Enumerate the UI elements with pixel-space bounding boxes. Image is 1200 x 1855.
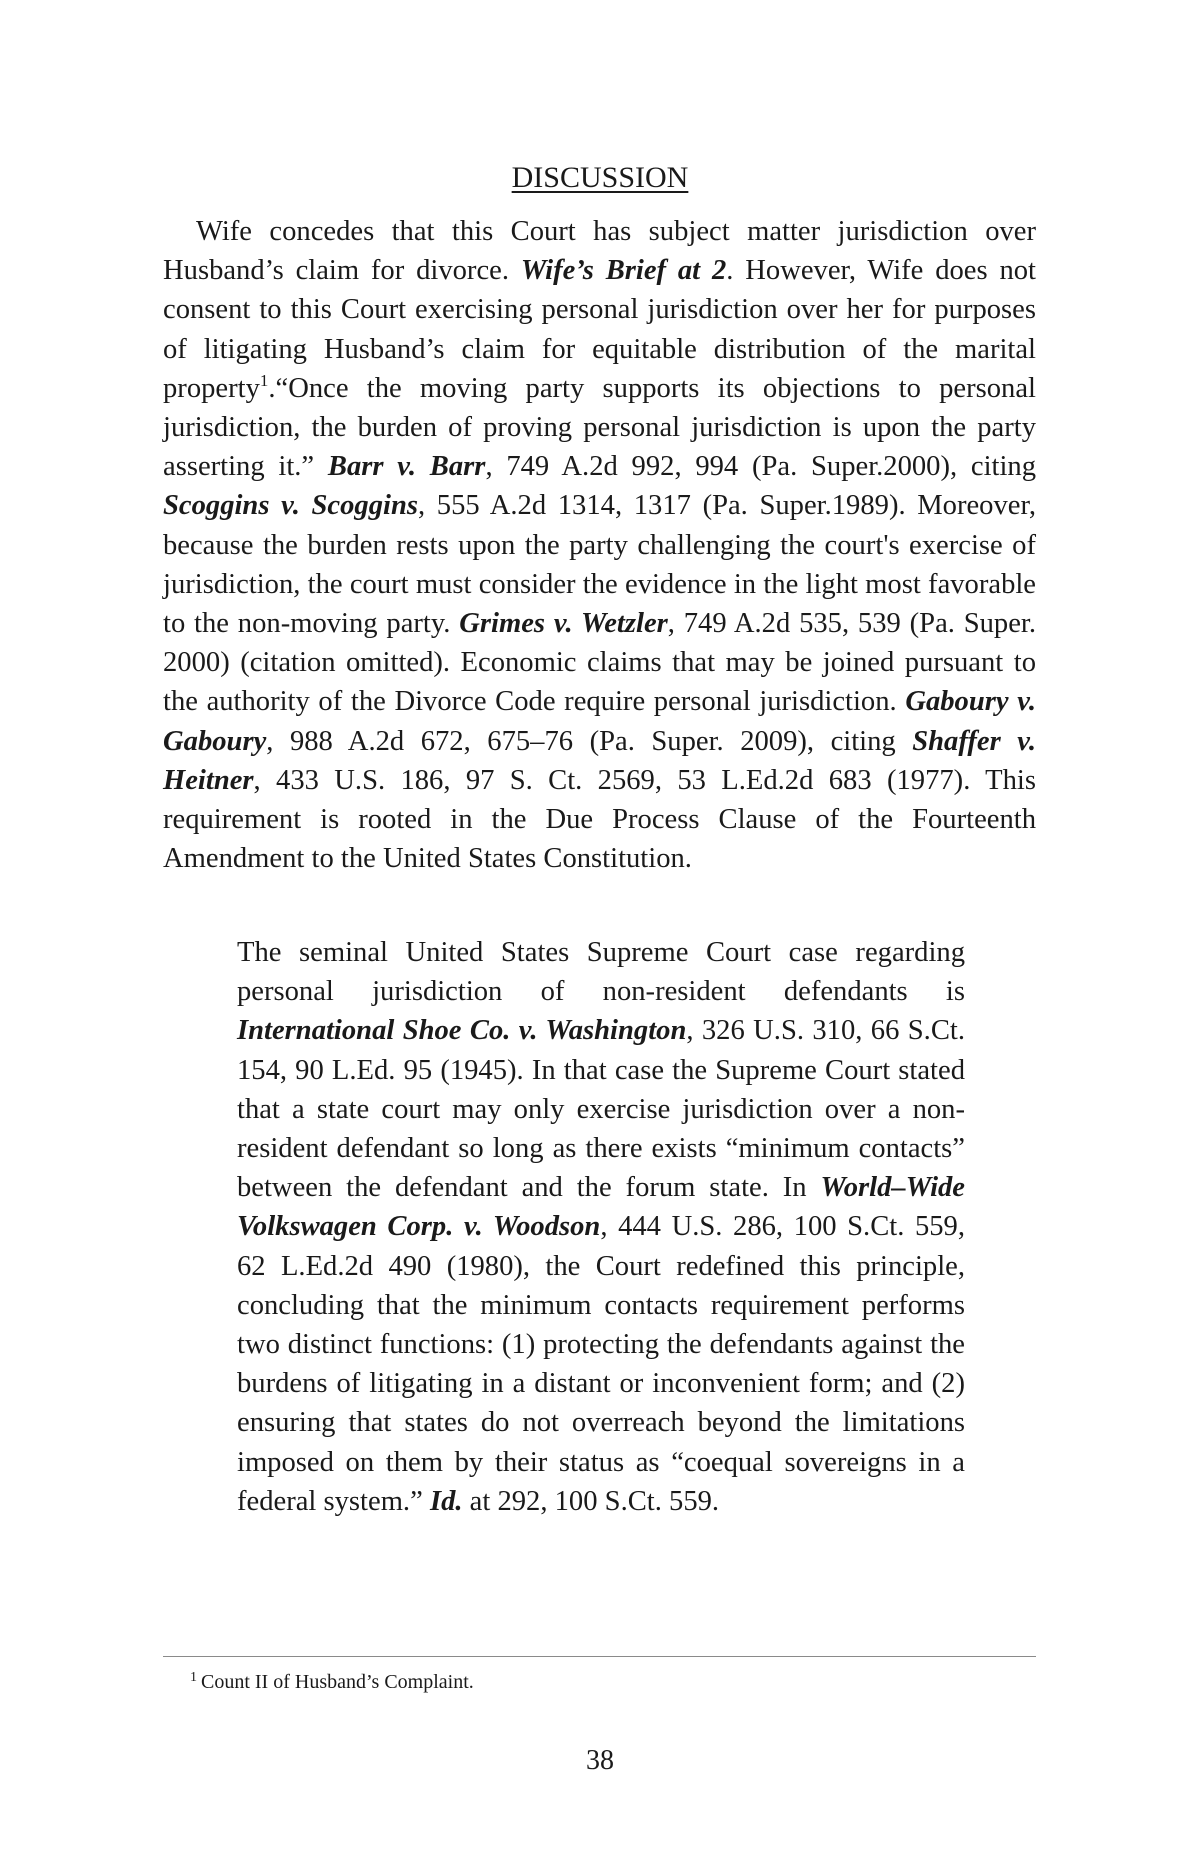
- paragraph-discussion: [163, 212, 1036, 878]
- text-run: , 555 A.2d 1314, 1317 (Pa. Super.1989). Moreover, because the burden rests upon the party challenging the court's exercise of jurisdiction, the court must consider the evidence in the light most favorable to the non-moving party.: [163, 490, 1036, 640]
- citation-wife-brief: Wife’s Brief at 2: [520, 255, 727, 287]
- citation-barr: Barr v. Barr: [327, 451, 486, 483]
- citation-international-shoe: International Shoe Co. v. Washington: [237, 1015, 687, 1047]
- footnote-marker: 1: [190, 1670, 197, 1685]
- block-quote: [237, 933, 965, 1521]
- citation-shaffer: Shaffer v. Heitner: [163, 725, 1037, 796]
- text-run: . However, Wife does not consent to this Court exercising personal jurisdiction over her for purposes of litigating Husband’s claim for equitable distribution of the marital property: [163, 255, 1036, 404]
- body-paragraph: [163, 212, 1036, 878]
- text-run: , 749 A.2d 535, 539 (Pa. Super. 2000) (citation omitted). Economic claims that may be joined pursuant to the authority of the Divorce Code require personal jurisdiction.: [163, 608, 1036, 718]
- quote-paragraph: [237, 933, 965, 1521]
- citation-world-wide-volkswagen: World–Wide Volkswagen Corp. v. Woodson: [237, 1172, 965, 1243]
- page-number: 38: [586, 1745, 614, 1776]
- footnote-divider: [163, 1656, 1036, 1657]
- text-run: , 433 U.S. 186, 97 S. Ct. 2569, 53 L.Ed.2d 683 (1977). This requirement is rooted in the Due Process Clause of the Fourteenth Amendment to the United States Constitution.: [163, 764, 1036, 875]
- text-run: , 326 U.S. 310, 66 S.Ct. 154, 90 L.Ed. 95 (1945). In that case the Supreme Court stated that a state court may only exercise jurisdiction over a non-resident defendant so long as there exists “minimum contacts” between the defendant and the forum state. In: [237, 1015, 965, 1204]
- citation-scoggins: Scoggins v. Scoggins: [163, 490, 418, 522]
- footnote: [190, 1668, 474, 1696]
- text-run: , 988 A.2d 672, 675–76 (Pa. Super. 2009), citing: [266, 725, 913, 757]
- text-run: The seminal United States Supreme Court case regarding personal jurisdiction of non-resident defendants is: [237, 937, 965, 1008]
- footnote-text: Count II of Husband’s Complaint.: [201, 1671, 474, 1693]
- text-run: , 749 A.2d 992, 994 (Pa. Super.2000), citing: [485, 451, 1037, 483]
- footnote-reference[interactable]: 1: [259, 370, 269, 390]
- citation-id: Id.: [429, 1485, 463, 1517]
- citation-gaboury: Gaboury v. Gaboury: [163, 686, 1036, 757]
- text-run: at 292, 100 S.Ct. 559.: [462, 1485, 720, 1517]
- section-heading: DISCUSSION: [511, 161, 689, 194]
- text-run: .“Once the moving party supports its objections to personal jurisdiction, the burden of proving personal jurisdiction is upon the party asserting it.”: [163, 372, 1036, 483]
- text-run: , 444 U.S. 286, 100 S.Ct. 559, 62 L.Ed.2d 490 (1980), the Court redefined this principle, concluding that the minimum contacts requirement performs two distinct functions: (1) protecting the defendants against the burdens of litigating in a distant or inconvenient form; and (2) ensuring that states do not overreach beyond the limitations imposed on them by their status as “coequal sovereigns in a federal system.”: [237, 1211, 965, 1517]
- text-run: Wife concedes that this Court has subject matter jurisdiction over Husband’s claim for divorce.: [163, 216, 1036, 287]
- citation-grimes: Grimes v. Wetzler: [459, 608, 668, 640]
